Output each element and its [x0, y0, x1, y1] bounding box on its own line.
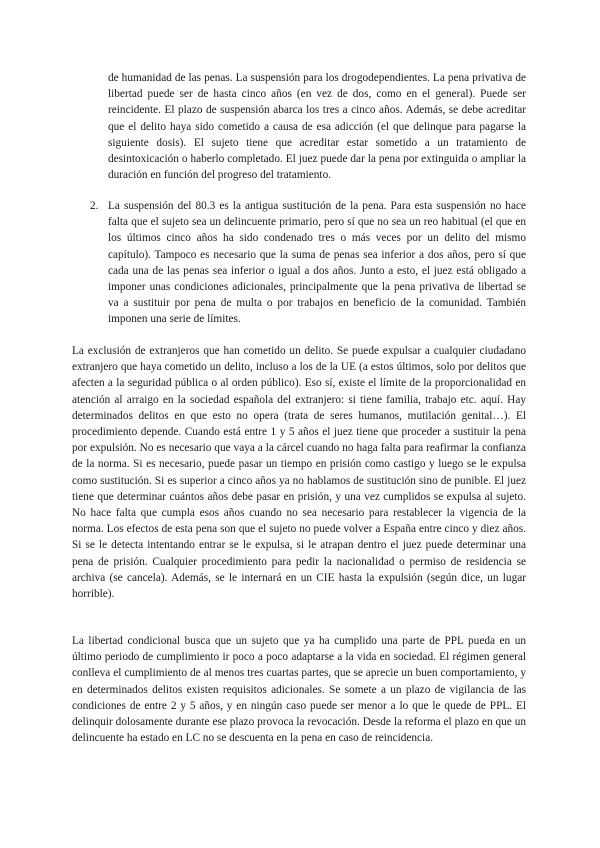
list-item-text: La suspensión del 80.3 es la antigua sustitución de la pena. Para esta suspensión no hace falta que el sujeto sea un delincuente primario, pero sí que no sea un reo habitual (el que en los últimos cinco años ha sido condenado tres o más veces por un delito del mismo capítulo). Tampoco es necesario que la suma de penas sea inferior a dos años, pero sí que cada una de las penas sea inferior o igual a dos años. Junto a esto, el juez está obligado a imponer unas condiciones adicionales, principalmente que la pena privativa de libertad se va a sustituir por pena de multa o por trabajos en beneficio de la comunidad. También imponen una serie de límites. — [108, 200, 526, 326]
paragraph-conditional-release: La libertad condicional busca que un sujeto que ya ha cumplido una parte de PPL pueda en un último periodo de cumplimiento ir poco a poco adaptarse a la vida en sociedad. El régimen general conlleva el cumplimiento de al menos tres cuartas partes, que se aprecie un buen comportamiento, y en determinados delitos existen requisitos adicionales. Se somete a un plazo de vigilancia de las condiciones de entre 2 y 5 años, y en ningún caso puede ser menor a lo que le quede de PPL. El delinquir dolosamente durante ese plazo provoca la revocación. Desde la reforma el plazo en que un delincuente ha estado en LC no se descuenta en la pena en caso de reincidencia. — [72, 635, 526, 745]
list-item-continuation: de humanidad de las penas. La suspensión para los drogodependientes. La pena privativa de libertad puede ser de hasta cinco años (en vez de dos, como en el general). Puede ser reincidente. El plazo de suspensión abarca los tres a cinco años. Además, se debe acreditar que el delito haya sido cometido a causa de esa adicción (el que delinque para pagarse la siguiente dosis). El sujeto tiene que acreditar estar sometido a un tratamiento de desintoxicación o haberlo completado. El juez puede dar la pena por extinguida o ampliar la duración en función del progreso del tratamiento. — [108, 72, 526, 182]
paragraph-expulsion: La exclusión de extranjeros que han cometido un delito. Se puede expulsar a cualquier ciudadano extranjero que haya cometido un delito, incluso a los de la UE (a estos últimos, solo por delitos que afecten a la seguridad pública o al orden público). Eso sí, existe el límite de la proporcionalidad en atención al arraigo en la sociedad española del extranjero: si tiene familia, trabajo etc. aquí. Hay determinados delitos en que esto no opera (trata de seres humanos, mutilación genital…). El procedimiento depende. Cuando está entre 1 y 5 años el juez tiene que proceder a sustituir la pena por expulsión. No es necesario que vaya a la cárcel cuando no haga falta para reafirmar la confianza de la norma. Si es necesario, puede pasar un tiempo en prisión como castigo y luego se le expulsa como sustitución. Si es superior a cinco años ya no hablamos de sustitución sino de punible. El juez tiene que determinar cuántos años debe pasar en prisión, y una vez cumplidos se expulsa al sujeto. No hace falta que cumpla esos años cuando no sea necesario para restablecer la vigencia de la norma. Los efectos de esta pena son que el sujeto no puede volver a España entre cinco y diez años. Si se le detecta intentando entrar se le expulsa, si le atrapan dentro el juez puede determinar una pena de prisión. Cualquier procedimiento para pedir la nacionalidad o permiso de residencia se archiva (se cancela). Además, se le internará en un CIE hasta la expulsión (según dice, un lugar horrible). — [72, 345, 526, 601]
list-item-number: 2. — [90, 200, 99, 212]
